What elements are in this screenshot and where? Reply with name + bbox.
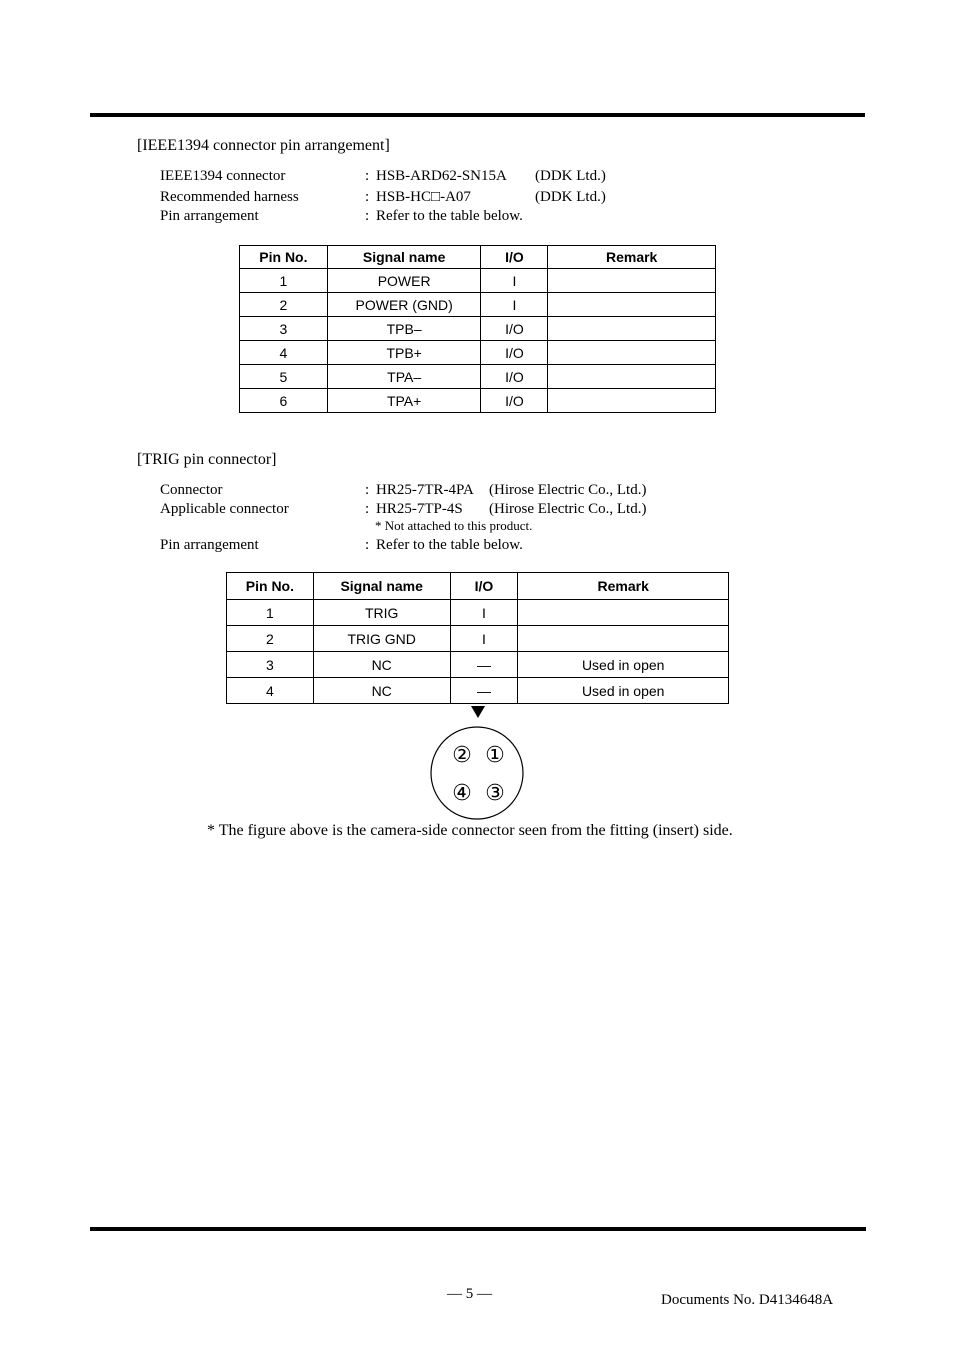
signal-name-cell: TRIG: [313, 600, 450, 626]
signal-name-cell: POWER: [327, 269, 481, 293]
signal-name-cell: TPB+: [327, 341, 481, 365]
pin-3-label: ③: [485, 781, 505, 806]
header-remark: Remark: [548, 246, 716, 269]
remark-cell: [548, 389, 716, 413]
signal-name-cell: POWER (GND): [327, 293, 481, 317]
io-cell: I: [481, 269, 548, 293]
pin-no-cell: 2: [240, 293, 328, 317]
spec-maker: (DDK Ltd.): [535, 168, 606, 184]
spec-label: Pin arrangement: [160, 208, 259, 224]
footer-rule: [90, 1227, 866, 1231]
spec-value: Refer to the table below.: [376, 537, 523, 553]
pin-no-cell: 1: [227, 600, 314, 626]
table-row: [227, 652, 729, 678]
header-io: I/O: [481, 246, 548, 269]
table-row: [240, 293, 716, 317]
remark-cell: [518, 626, 729, 652]
signal-name-cell: TPB–: [327, 317, 481, 341]
document-number: Documents No. D4134648A: [661, 1292, 834, 1308]
table-header-row: [240, 246, 716, 269]
trig-section-heading: [TRIG pin connector]: [137, 451, 277, 468]
spec-maker: (Hirose Electric Co., Ltd.): [489, 501, 647, 517]
spec-colon: :: [365, 208, 370, 224]
pin-no-cell: 3: [240, 317, 328, 341]
table-row: [240, 389, 716, 413]
remark-cell: [548, 341, 716, 365]
pin-arrangement-spec: [160, 206, 720, 226]
trig-connector-diagram: [420, 704, 536, 822]
page-number: — 5 —: [447, 1286, 492, 1302]
pin-no-cell: 6: [240, 389, 328, 413]
trig-connector-spec: [160, 480, 720, 500]
spec-value: Refer to the table below.: [376, 208, 523, 224]
header-pin-no: Pin No.: [227, 573, 314, 600]
pin-no-cell: 3: [227, 652, 314, 678]
pin-1-label: ①: [485, 743, 505, 768]
pin-no-cell: 4: [227, 678, 314, 704]
pin-no-cell: 5: [240, 365, 328, 389]
signal-name-cell: TPA+: [327, 389, 481, 413]
remark-cell: [548, 365, 716, 389]
table-header-row: [227, 573, 729, 600]
pin-no-cell: 2: [227, 626, 314, 652]
spec-value: HSB-HC□-A07: [376, 189, 471, 205]
table-row: [227, 600, 729, 626]
remark-cell: Used in open: [518, 652, 729, 678]
remark-cell: [548, 317, 716, 341]
spec-value: HR25-7TR-4PA: [376, 482, 474, 498]
ieee1394-connector-spec: [160, 166, 720, 186]
header-signal-name: Signal name: [313, 573, 450, 600]
header-rule: [90, 113, 865, 117]
remark-cell: Used in open: [518, 678, 729, 704]
spec-value: HSB-ARD62-SN15A: [376, 168, 507, 184]
header-remark: Remark: [518, 573, 729, 600]
remark-cell: [548, 269, 716, 293]
signal-name-cell: TPA–: [327, 365, 481, 389]
spec-colon: :: [365, 168, 370, 184]
io-cell: I/O: [481, 389, 548, 413]
spec-label: IEEE1394 connector: [160, 168, 286, 184]
spec-label: Pin arrangement: [160, 537, 259, 553]
table-row: [227, 678, 729, 704]
io-cell: —: [450, 678, 518, 704]
not-attached-note: * Not attached to this product.: [375, 518, 533, 533]
io-cell: I: [481, 293, 548, 317]
key-marker-icon: [471, 706, 485, 718]
io-cell: I/O: [481, 317, 548, 341]
trig-pin-table: [226, 572, 729, 704]
pin-4-label: ④: [452, 781, 472, 806]
pin-no-cell: 1: [240, 269, 328, 293]
spec-maker: (DDK Ltd.): [535, 189, 606, 205]
table-row: [240, 269, 716, 293]
spec-colon: :: [365, 482, 370, 498]
table-row: [227, 626, 729, 652]
io-cell: I: [450, 600, 518, 626]
table-row: [240, 317, 716, 341]
io-cell: —: [450, 652, 518, 678]
header-io: I/O: [450, 573, 518, 600]
io-cell: I/O: [481, 341, 548, 365]
header-pin-no: Pin No.: [240, 246, 328, 269]
signal-name-cell: NC: [313, 652, 450, 678]
spec-colon: :: [365, 189, 370, 205]
signal-name-cell: NC: [313, 678, 450, 704]
remark-cell: [518, 600, 729, 626]
spec-label: Applicable connector: [160, 501, 289, 517]
spec-maker: (Hirose Electric Co., Ltd.): [489, 482, 647, 498]
remark-cell: [548, 293, 716, 317]
table-row: [240, 341, 716, 365]
signal-name-cell: TRIG GND: [313, 626, 450, 652]
connector-figure-footnote: * The figure above is the camera-side connector seen from the fitting (insert) side.: [207, 822, 733, 839]
io-cell: I: [450, 626, 518, 652]
ieee1394-pin-table: [239, 245, 716, 413]
header-signal-name: Signal name: [327, 246, 481, 269]
spec-colon: :: [365, 501, 370, 517]
trig-pin-arrangement-spec: [160, 535, 720, 555]
ieee1394-section-heading: [IEEE1394 connector pin arrangement]: [137, 137, 390, 154]
spec-value: HR25-7TP-4S: [376, 501, 463, 517]
connector-outline: [431, 727, 523, 819]
pin-no-cell: 4: [240, 341, 328, 365]
recommended-harness-spec: [160, 187, 720, 207]
spec-label: Recommended harness: [160, 189, 299, 205]
spec-colon: :: [365, 537, 370, 553]
applicable-connector-spec: [160, 499, 720, 519]
spec-label: Connector: [160, 482, 223, 498]
pin-2-label: ②: [452, 743, 472, 768]
table-row: [240, 365, 716, 389]
io-cell: I/O: [481, 365, 548, 389]
